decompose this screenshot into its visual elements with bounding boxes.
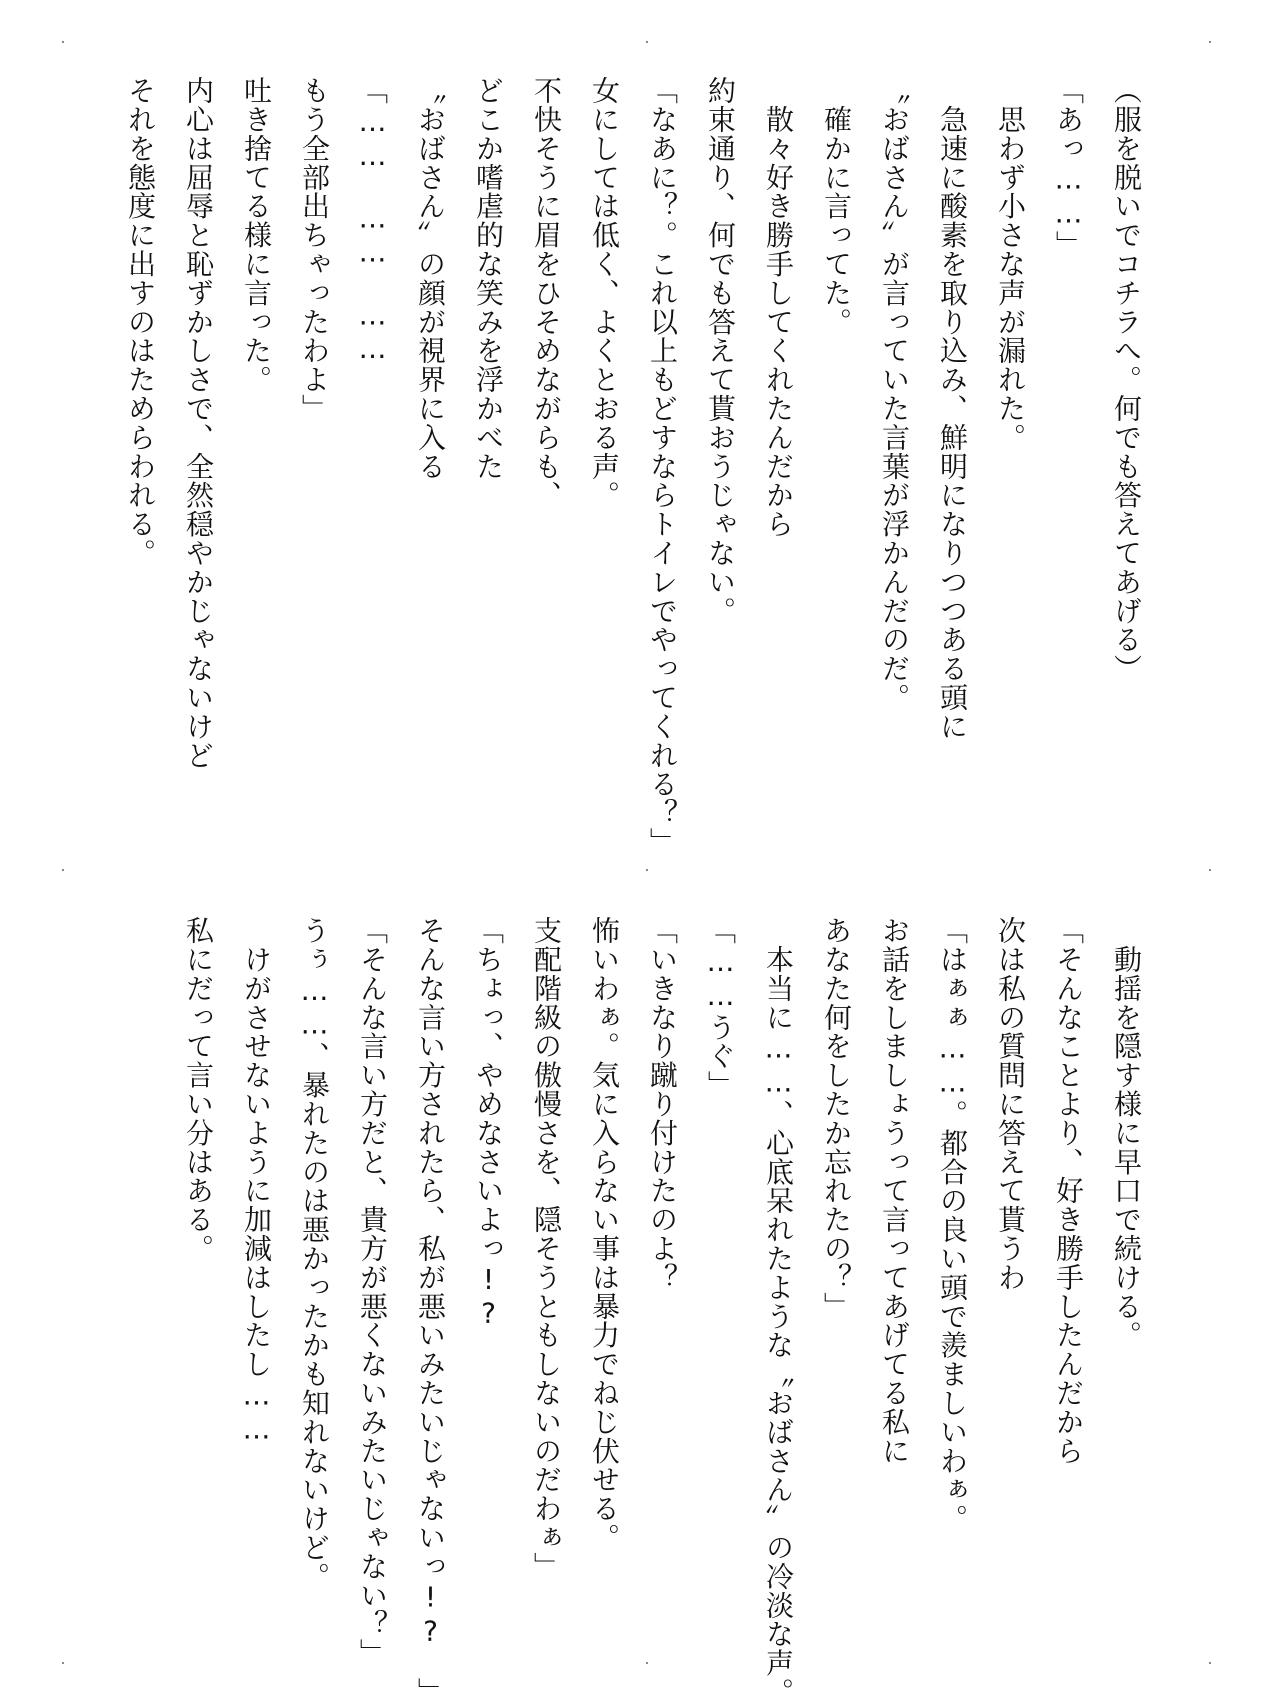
text-line: けがさせないように加減はしたし…… — [240, 916, 273, 1447]
text-line: 本当に……、心底呆れたような〝おばさん〟の冷淡な声。 — [762, 916, 795, 1707]
registration-mark — [1209, 41, 1211, 43]
text-line: そんな言い方されたら、私が悪いみたいじゃないっ!? 」 — [414, 916, 447, 1707]
text-line: 不快そうに眉をひそめながらも、 — [530, 76, 563, 510]
text-line: 動揺を隠す様に早口で続ける。 — [1110, 916, 1143, 1350]
text-line: うぅ……、暴れたのは悪かったかも知れないけど。 — [298, 916, 331, 1591]
text-line: 次は私の質問に答えて貰うわ — [994, 916, 1027, 1292]
text-line: 確かに言ってた。 — [820, 76, 853, 337]
text-line: 怖いわぁ。気に入らない事は暴力でねじ伏せる。 — [588, 916, 621, 1552]
text-line: 〝おばさん〟が言っていた言葉が浮かんだのだ。 — [878, 76, 911, 712]
text-line: （服を脱いでコチラへ。何でも答えてあげる） — [1110, 76, 1143, 683]
registration-mark — [62, 869, 64, 871]
text-line: 「そんなことより、好き勝手したんだから — [1052, 916, 1085, 1466]
text-line: どこか嗜虐的な笑みを浮かべた — [472, 76, 505, 481]
text-line: 内心は屈辱と恥ずかしさで、全然穏やかじゃないけど — [182, 76, 215, 770]
registration-mark — [62, 41, 64, 43]
text-line: 私にだって言い分はある。 — [182, 916, 215, 1263]
text-line: 女にしては低く、よくとおる声。 — [588, 76, 621, 510]
text-line: お話をしましょうって言ってあげてる私に — [878, 916, 911, 1466]
text-line: 「はぁぁ……。都合の良い頭で羨ましいわぁ。 — [936, 916, 969, 1533]
text-line: 「…… …… …… — [356, 76, 389, 367]
text-line: 「……うぐ」 — [704, 916, 737, 1100]
top-text-block — [0, 76, 1280, 857]
text-line: 〝おばさん〟の顔が視界に入る — [414, 76, 447, 481]
registration-mark — [646, 869, 648, 871]
text-line: それを態度に出すのはためらわれる。 — [124, 76, 157, 568]
registration-mark — [646, 41, 648, 43]
text-line: 「ちょっ、やめなさいよっ!? — [472, 916, 505, 1331]
text-line: 思わず小さな声が漏れた。 — [994, 76, 1027, 452]
text-line: 散々好き勝手してくれたんだから — [762, 76, 795, 539]
bottom-text-block — [0, 916, 1280, 1707]
text-line: 「いきなり蹴り付けたのよ？ — [646, 916, 679, 1292]
text-line: 「あっ……」 — [1052, 76, 1085, 260]
registration-mark — [1209, 869, 1211, 871]
text-line: もう全部出ちゃったわよ」 — [298, 76, 331, 423]
text-line: 支配階級の傲慢さを、隠そうともしないのだわぁ」 — [530, 916, 563, 1581]
text-line: 吐き捨てる様に言った。 — [240, 76, 273, 394]
text-line: 「そんな言い方だと、貴方が悪くないみたいじゃない？」 — [356, 916, 389, 1668]
text-line: 急速に酸素を取り込み、鮮明になりつつある頭に — [936, 76, 969, 741]
text-line: 「なあに？。これ以上もどすならトイレでやってくれる？」 — [646, 76, 679, 857]
text-line: あなた何をしたか忘れたの？」 — [820, 916, 853, 1321]
text-line: 約束通り、何でも答えて貰おうじゃない。 — [704, 76, 737, 626]
